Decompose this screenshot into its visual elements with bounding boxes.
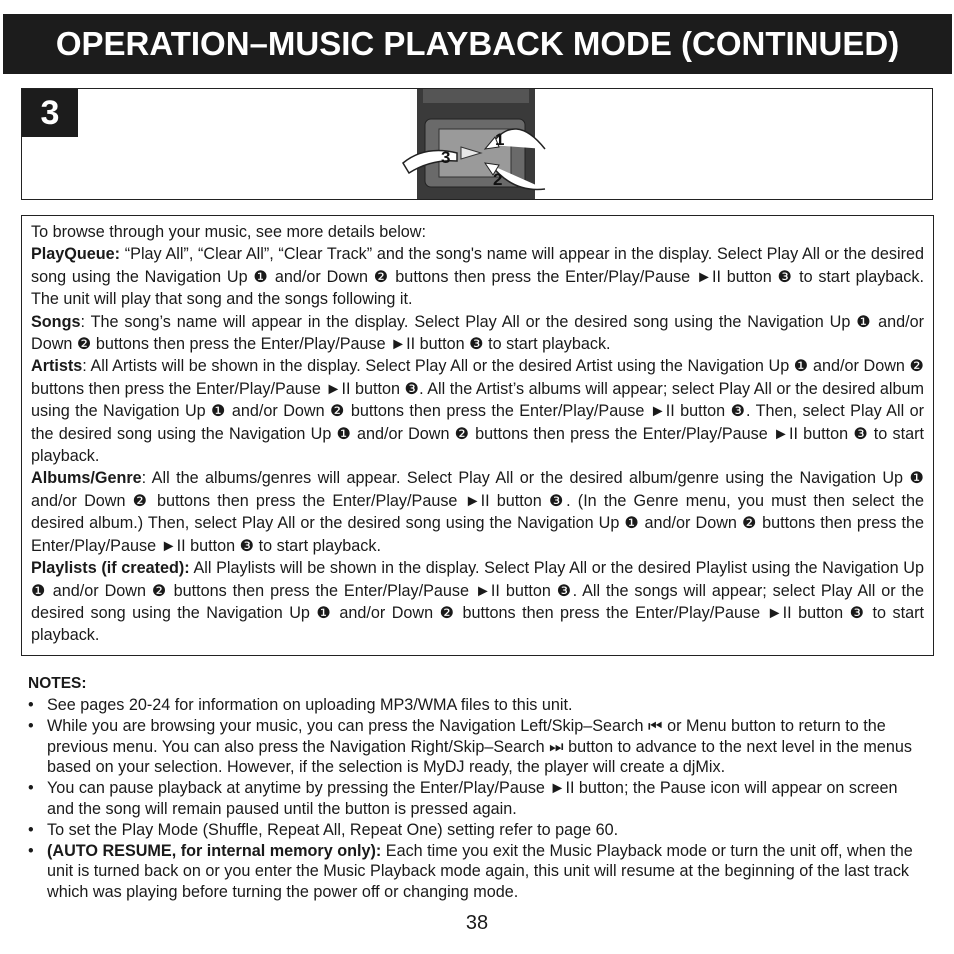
section-text: “Play All”, “Clear All”, “Clear Track” and the song's name will appear in the display. Select Play All or the desired song using the Navigation Up ❶ and/or Down ❷ buttons then press the Enter/Play/Pause ►II button ❸ to start playback. The unit will play that song and the songs following it. xyxy=(31,245,924,309)
label-1: 1 xyxy=(495,130,505,149)
section-albums-genre xyxy=(31,467,924,557)
note-item xyxy=(28,841,926,903)
page-header xyxy=(3,14,952,74)
note-text: See pages 20-24 for information on uploading MP3/WMA files to this unit. xyxy=(47,696,573,714)
intro-text: To browse through your music, see more details below: xyxy=(31,223,426,241)
label-3: 3 xyxy=(441,148,451,167)
section-label: Albums/Genre xyxy=(31,469,142,488)
section-songs xyxy=(31,311,924,356)
note-bold-label: (AUTO RESUME, for internal memory only): xyxy=(47,841,382,860)
notes-heading: NOTES: xyxy=(28,675,87,692)
note-item xyxy=(28,716,926,778)
section-text: : All Artists will be shown in the display. Select Play All or the desired Artist using the Navigation Up ❶ and/or Down ❷ buttons then press the Enter/Play/Pause ►II button ❸. All the Artist’s albums will appear; select Play All or the desired album using the Navigation Up ❶ and/or Down ❷ buttons then press the Enter/Play/Pause ►II button ❸. Then, select Play All or the desired song using the Navigation Up ❶ and/or Down ❷ buttons then press the Enter/Play/Pause ►II button ❸ to start playback. xyxy=(31,357,924,466)
browse-instructions-box xyxy=(21,215,934,656)
note-text: To set the Play Mode (Shuffle, Repeat All, Repeat One) setting refer to page 60. xyxy=(47,820,619,839)
note-item xyxy=(28,820,926,841)
section-text: All Playlists will be shown in the display. Select Play All or the desired Playlist using the Navigation Up ❶ and/or Down ❷ buttons then press the Enter/Play/Pause ►II button ❸. All the songs will appear; select Play All or the desired song using the Navigation Up ❶ and/or Down ❷ buttons then press the Enter/Play/Pause ►II button ❸ to start playback. xyxy=(31,559,924,645)
notes-list xyxy=(28,695,926,903)
section-label: PlayQueue: xyxy=(31,245,121,264)
section-playqueue xyxy=(31,243,924,310)
device-top-edge xyxy=(423,89,529,103)
section-playlists xyxy=(31,557,924,647)
note-text: Each time you exit the Music Playback mode or turn the unit off, when the unit is turned back on or you enter the Music Playback mode again, this unit will resume at the beginning of the last track which was playing before turning the power off or changing mode. xyxy=(47,841,913,902)
label-2: 2 xyxy=(493,170,503,189)
note-text: While you are browsing your music, you can press the Navigation Left/Skip–Search ⏮ or Menu button to return to the previous menu. You can also press the Navigation Right/Skip–Search ⏭ button to advance to the next level in the menus based on your selection. However, if the selection is MyDJ ready, the player will create a djMix. xyxy=(47,716,912,777)
note-item xyxy=(28,695,926,716)
section-label: Artists xyxy=(31,357,83,376)
step-number: 3 xyxy=(22,89,78,137)
section-label: Playlists (if created): xyxy=(31,559,190,578)
section-text: : All the albums/genres will appear. Select Play All or the desired album/genre using the Navigation Up ❶ and/or Down ❷ buttons then press the Enter/Play/Pause ►II button ❸. (In the Genre menu, you must then select the desired album.) Then, select Play All or the desired song using the Navigation Up ❶ and/or Down ❷ buttons then press the Enter/Play/Pause ►II button ❸ to start playback. xyxy=(31,469,924,555)
page-number: 38 xyxy=(465,912,489,934)
page-title: OPERATION–MUSIC PLAYBACK MODE (CONTINUED) xyxy=(55,25,900,62)
notes-section xyxy=(28,675,926,903)
note-item xyxy=(28,778,926,820)
section-text: : The song’s name will appear in the display. Select Play All or the desired song using the Navigation Up ❶ and/or Down ❷ buttons then press the Enter/Play/Pause ►II button ❸ to start playback. xyxy=(31,312,924,354)
section-label: Songs xyxy=(31,312,81,331)
device-navigation-illustration xyxy=(395,89,555,199)
section-artists xyxy=(31,355,924,467)
note-text: You can pause playback at anytime by pressing the Enter/Play/Pause ►II button; the Pause icon will appear on screen and the song will remain paused until the button is pressed again. xyxy=(47,779,898,818)
